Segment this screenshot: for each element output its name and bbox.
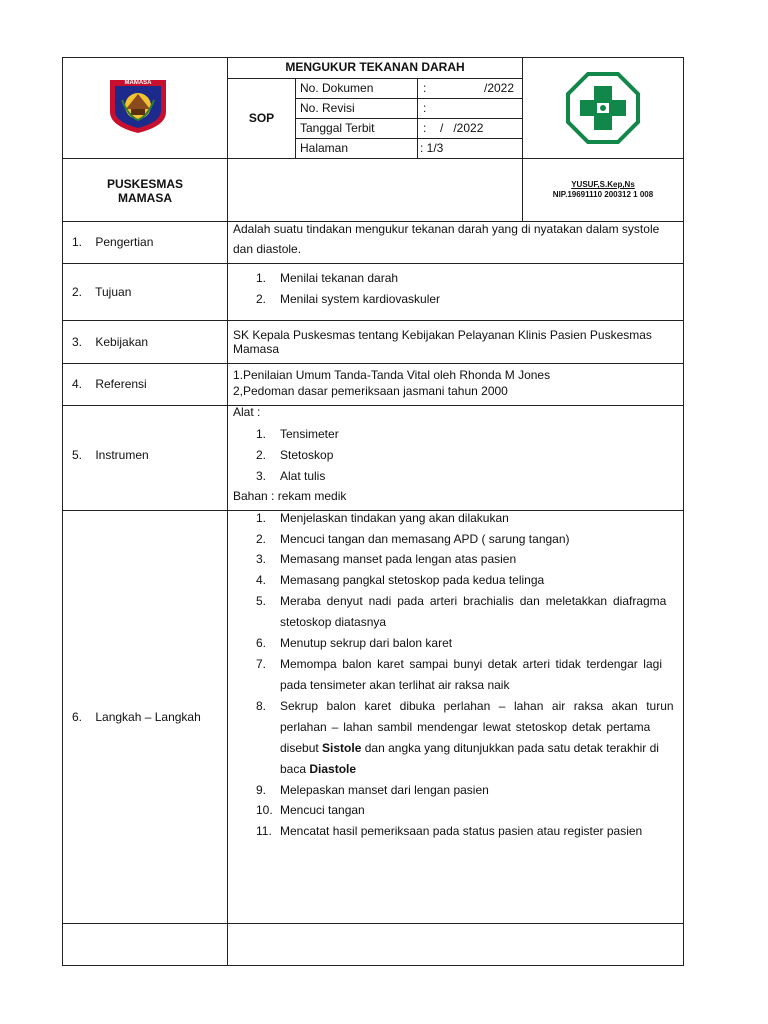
row-line-pengertian — [62, 263, 684, 264]
instrumen-item-1: Tensimeter — [280, 427, 339, 441]
instrumen-alat-label: Alat : — [233, 405, 261, 419]
referensi-line-2: 2,Pedoman dasar pemeriksaan jasmani tahun 2000 — [233, 384, 508, 398]
logo-caption: MAMASA — [124, 80, 152, 86]
step-num-7: 7. — [256, 657, 267, 671]
step-num-4: 4. — [256, 573, 267, 587]
meta-label-terbit: Tanggal Terbit — [300, 121, 375, 135]
step-7-line-2: pada tensimeter akan terlihat air raksa naik — [280, 678, 510, 692]
step-num-6: 6. — [256, 636, 267, 650]
step-6: Menutup sekrup dari balon karet — [280, 636, 453, 650]
meta-value-terbit: / /2022 — [440, 121, 484, 135]
row-line-langkah — [62, 923, 684, 924]
step-10: Mencuci tangan — [280, 803, 365, 817]
section-label-pengertian: 1. Pengertian — [72, 235, 154, 249]
kebijakan-line-2: Mamasa — [233, 342, 280, 356]
step-5-line-1: Meraba denyut nadi pada arteri brachialis dan meletakkan diafragma — [280, 594, 667, 608]
step-8-text-b: dan angka yang ditunjukkan pada satu detak terakhir di — [364, 741, 659, 755]
meta-label-halaman: Halaman — [300, 141, 349, 155]
row-line-referensi — [62, 405, 684, 406]
term-sistole: Sistole — [322, 741, 362, 755]
step-5-line-2: stetoskop diatasnya — [280, 615, 387, 629]
step-1: Menjelaskan tindakan yang akan dilakukan — [280, 511, 509, 525]
step-num-2: 2. — [256, 532, 267, 546]
step-num-8: 8. — [256, 699, 267, 713]
meta-row-line-2 — [295, 118, 523, 119]
meta-row-line-3 — [295, 138, 523, 139]
instrumen-item-2: Stetoskop — [280, 448, 334, 462]
meta-label-dokumen: No. Dokumen — [300, 81, 374, 95]
instrumen-bahan: Bahan : rekam medik — [233, 489, 347, 503]
tujuan-num-1: 1. — [256, 271, 267, 285]
sop-label: SOP — [248, 111, 275, 125]
col-divider-main — [227, 57, 228, 966]
org-name-line2: MAMASA — [118, 191, 172, 205]
instrumen-num-2: 2. — [256, 448, 267, 462]
meta-label-revisi: No. Revisi — [300, 101, 355, 115]
tujuan-num-2: 2. — [256, 292, 267, 306]
document-title: MENGUKUR TEKANAN DARAH — [285, 60, 465, 74]
meta-colon-halaman: : 1/3 — [420, 141, 444, 155]
referensi-line-1: 1.Penilaian Umum Tanda-Tanda Vital oleh Rhonda M Jones — [233, 368, 551, 382]
tujuan-item-1: Menilai tekanan darah — [280, 271, 399, 285]
step-8-text-a: disebut — [280, 741, 319, 755]
puskesmas-cross-icon — [566, 72, 640, 144]
step-num-1: 1. — [256, 511, 267, 525]
instrumen-item-3: Alat tulis — [280, 469, 326, 483]
border-top — [62, 57, 684, 58]
meta-colon-dokumen: : — [423, 81, 427, 95]
row-line-tujuan — [62, 320, 684, 321]
step-num-11: 11. — [256, 824, 272, 838]
instrumen-num-3: 3. — [256, 469, 267, 483]
step-9: Melepaskan manset dari lengan pasien — [280, 783, 489, 797]
tujuan-item-2: Menilai system kardiovaskuler — [280, 292, 441, 306]
meta-row-line-1 — [295, 98, 523, 99]
step-3: Memasang manset pada lengan atas pasien — [280, 552, 517, 566]
row-line-kebijakan — [62, 363, 684, 364]
instrumen-num-1: 1. — [256, 427, 267, 441]
border-bottom — [62, 965, 684, 966]
title-underline — [227, 78, 523, 79]
step-num-10: 10. — [256, 803, 273, 817]
meta-colon-terbit: : — [423, 121, 427, 135]
section-label-referensi: 4. Referensi — [72, 377, 147, 391]
signatory-nip: NIP.19691110 200312 1 008 — [552, 190, 654, 199]
step-8-line-4 — [280, 762, 356, 776]
step-8-line-1: Sekrup balon karet dibuka perlahan – lahan air raksa akan turun — [280, 699, 674, 713]
org-name-line1: PUSKESMAS — [106, 177, 183, 191]
section-label-kebijakan: 3. Kebijakan — [72, 335, 149, 349]
step-num-3: 3. — [256, 552, 267, 566]
step-4: Memasang pangkal stetoskop pada kedua telinga — [280, 573, 545, 587]
kebijakan-line-1: SK Kepala Puskesmas tentang Kebijakan Pelayanan Klinis Pasien Puskesmas — [233, 328, 652, 342]
signatory-name: YUSUF,S.Kep,Ns — [571, 180, 635, 189]
meta-value-dokumen: /2022 — [484, 81, 515, 95]
step-11: Mencatat hasil pemeriksaan pada status pasien atau register pasien — [280, 824, 643, 838]
step-8-line-3 — [280, 741, 659, 755]
pengertian-line-2: dan diastole. — [233, 242, 302, 256]
step-2: Mencuci tangan dan memasang APD ( sarung tangan) — [280, 532, 570, 546]
section-label-langkah: 6. Langkah – Langkah — [72, 710, 201, 724]
meta-colon-revisi: : — [423, 101, 427, 115]
step-num-9: 9. — [256, 783, 267, 797]
step-7-line-1: Memompa balon karet sampai bunyi detak arteri tidak terdengar lagi — [280, 657, 662, 671]
step-8-text-c: baca — [280, 762, 307, 776]
border-right — [683, 57, 684, 966]
step-8-line-2: perlahan – lahan sambil mendengar lewat stetoskop detak pertama — [280, 720, 651, 734]
header-bottom-line — [62, 158, 684, 159]
term-diastole: Diastole — [309, 762, 357, 776]
pengertian-line-1: Adalah suatu tindakan mengukur tekanan darah yang di nyatakan dalam systole — [233, 222, 660, 236]
section-label-tujuan: 2. Tujuan — [72, 285, 132, 299]
step-num-5: 5. — [256, 594, 267, 608]
section-label-instrumen: 5. Instrumen — [72, 448, 149, 462]
